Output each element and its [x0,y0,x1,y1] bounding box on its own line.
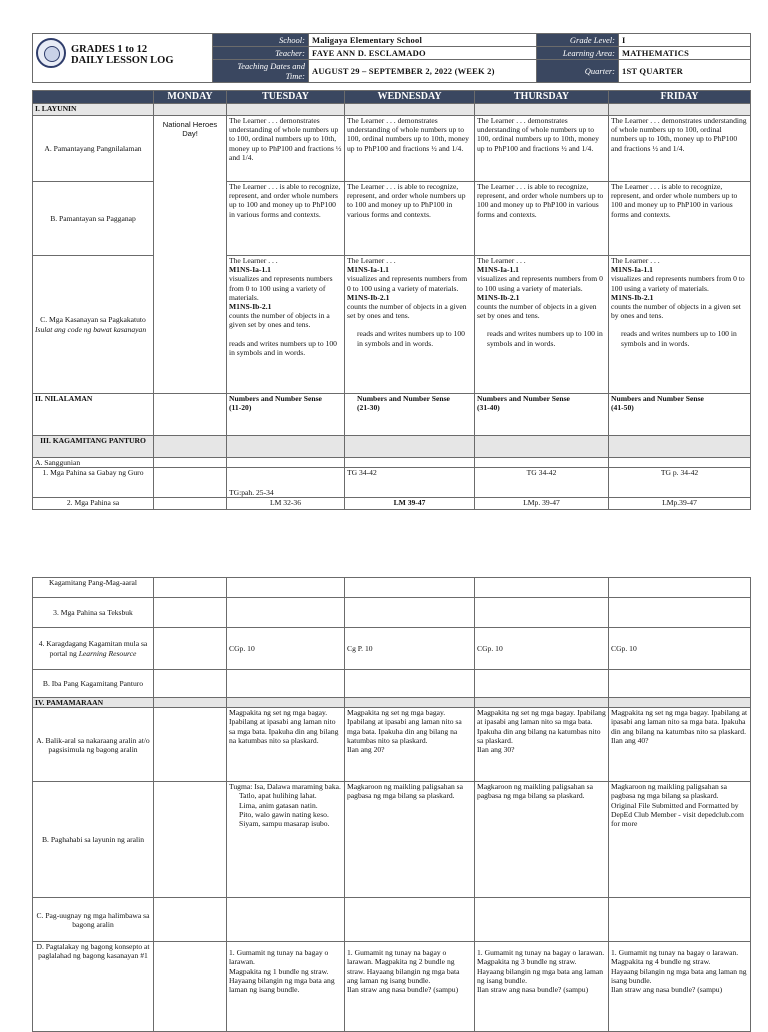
kasanayan-intro: The Learner . . . [611,256,660,265]
gabay-row [33,468,751,498]
school-label: School: [213,34,309,47]
kagamitang-row [33,436,751,458]
pamamaraan-label: IV. PAMAMARAAN [33,698,154,708]
kasanayan-code-1: M1NS-Ia-1.1 [477,265,519,275]
tugma-line-2: Tatlo, apat hulihing lahat. [239,791,317,801]
gabay-thu: TG 34-42 [475,468,609,498]
paghahabi-thu: Magkaroon ng maikling paligsahan sa pagbasa ng mga bilang sa plaskard. [475,782,609,898]
nilalaman-thu [475,394,609,436]
day-wednesday: WEDNESDAY [345,91,475,104]
balik-text: Magpakita ng set ng mga bagay. Ipabilang at ipasabi ang laman nito sa mga bata. Ipakuha din ang bilang na katumbas nito sa plaskard. [611,708,748,736]
nilalaman-tue [227,394,345,436]
layunin-row [33,104,751,116]
nilalaman-range: (11-20) [229,403,252,413]
karagdagang-tue: CGp. 10 [227,628,345,670]
balik-text: Magpakita ng set ng mga bagay. Ipabilang at ipasabi ang laman nito sa mga bata. Ipakuha din ang bilang na katumbas nito sa plaskard. [477,708,606,745]
layunin-label: I. LAYUNIN [33,104,154,116]
pamantayang-label: A. Pamantayang Pangnilalaman [33,116,154,182]
pagganap-fri: The Learner . . . is able to recognize, represent, and order whole numbers up to 100 and money up to PhP100 in various forms and contexts. [609,182,751,256]
pagtalakay-question: Ilan straw ang nasa bundle? (sampu) [611,985,723,995]
kasanayan-intro: The Learner . . . [477,256,526,265]
pamantayang-fri: The Learner . . . demonstrates understanding of whole numbers up to 100, ordinal numbers up to 10th, money up to PhP100 and fractions ½ and 1/4. [609,116,751,182]
karagdagang-label-cell [33,628,154,670]
pagganap-row [33,182,751,256]
balik-label: A. Balik-aral sa nakaraang aralin at/o pagsisimula ng bagong aralin [33,708,154,782]
paghahabi-fri [609,782,751,898]
pagtalakay-count: Hayaang bilangin ng mga bata ang laman ng isang bundle. [611,966,747,985]
grade-label: Grade Level: [537,34,619,47]
day-tuesday: TUESDAY [227,91,345,104]
kasanayan-text-3: reads and writes numbers up to 100 in symbols and in words. [229,338,337,357]
balik-fri [609,708,751,782]
pamantayang-wed: The Learner . . . demonstrates understanding of whole numbers up to 100, ordinal numbers up to 10th, money up to PhP100 and fractions ½ and 1/4. [345,116,475,182]
balik-question: Ilan ang 40? [611,735,649,745]
pagugnay-label: C. Pag-uugnay ng mga halimbawa sa bagong aralin [33,898,154,942]
pagtalakay-step: 1. Gumamit ng tunay na bagay o larawan. [477,948,605,958]
gabay-tue: TG:pah. 25-34 [227,468,345,498]
tugma-line-3: Lima, anim gatasan natin. [239,800,318,810]
paghahabi-wed: Magkaroon ng maikling paligsahan sa pagbasa ng mga bilang sa plaskard. [345,782,475,898]
tugma-line-4: Pito, walo gawin nating keso. [239,809,329,819]
pagtalakay-tue [227,942,345,1032]
lesson-table-page-1 [32,90,751,510]
kasanayan-code-1: M1NS-Ia-1.1 [347,265,389,275]
kasanayan-code-2: M1NS-Ib-2.1 [611,292,654,302]
iba-row [33,670,751,698]
dll-title [71,44,174,66]
logo-title-cell [33,34,213,83]
tugma-line-5: Siyam, sampu masarap isubo. [239,819,330,829]
kasanayan-text-3: reads and writes numbers up to 100 in symbols and in words. [621,329,737,348]
kasanayan-text-1: visualizes and represents numbers from 0 to 100 using a variety of materials. [477,274,603,293]
paghahabi-label: B. Paghahabi sa layunin ng aralin [33,782,154,898]
kasanayan-fri [609,256,751,394]
magaaral-thu: LMp. 39-47 [475,498,609,510]
pagganap-label: B. Pamantayan sa Pagganap [33,182,154,256]
corner-cell [33,91,154,104]
pagganap-thu: The Learner . . . is able to recognize, represent, and order whole numbers up to 100 and money up to PhP100 in various forms and contexts. [475,182,609,256]
depedclub-note: Original File Submitted and Formatted by DepEd Club Member - visit depedclub.com for more [611,800,744,829]
karagdagang-fri: CGp. 10 [609,628,751,670]
pagtalakay-question: Ilan straw ang nasa bundle? (sampu) [477,985,589,995]
dates-label: Teaching Dates and Time: [213,60,309,83]
area-label: Learning Area: [537,47,619,60]
pagtalakay-step: 1. Gumamit ng tunay na bagay o larawan. [611,948,739,958]
gabay-label: 1. Mga Pahina sa Gabay ng Guro [33,468,154,498]
nilalaman-title: Numbers and Number Sense [611,394,704,403]
magaaral-wed: LM 39-47 [345,498,475,510]
kasanayan-intro: The Learner . . . [347,256,396,265]
balik-row [33,708,751,782]
nilalaman-title: Numbers and Number Sense [229,394,322,403]
holiday-text: National Heroes Day! [162,120,218,139]
tugma-line-1: Tugma: Isa, Dalawa maraming baka. [229,782,341,792]
header-table [32,33,751,83]
karagdagang-row [33,628,751,670]
pagtalakay-step: 1. Gumamit ng tunay na bagay o larawan. [229,948,329,967]
school-value: Maligaya Elementary School [309,34,537,47]
quarter-value: 1ST QUARTER [619,60,751,83]
magaaral-fri: LMp.39-47 [609,498,751,510]
kasanayan-code-2: M1NS-Ib-2.1 [229,302,272,312]
kasanayan-label-cell [33,256,154,394]
nilalaman-fri [609,394,751,436]
paghahabi-tue [227,782,345,898]
magaaral-label: 2. Mga Pahina sa [33,498,154,510]
nilalaman-wed [345,394,475,436]
pagtalakay-bundle: Magpakita ng 1 bundle ng straw. [229,966,329,976]
kasanayan-intro: The Learner . . . [229,256,278,265]
lesson-table-page-2 [32,577,751,1032]
kasanayan-text-1: visualizes and represents numbers from 0 to 100 using a variety of materials. [347,274,468,293]
dates-value: AUGUST 29 – SEPTEMBER 2, 2022 (WEEK 2) [309,60,537,83]
kasanayan-code-2: M1NS-Ib-2.1 [477,292,520,302]
kasanayan-code-1: M1NS-Ia-1.1 [611,265,653,275]
pagtalakay-count: Hayaang bilangin ng mga bata ang laman ng isang bundle. [477,966,604,985]
pagtalakay-step: 1. Gumamit ng tunay na bagay o larawan. Magpakita ng 2 bundle ng straw. Hayaang bilangin ng mga bata ang laman ng isang bundle. [347,948,460,985]
nilalaman-title: Numbers and Number Sense [477,394,570,403]
magaaral-label-cont: Kagamitang Pang-Mag-aaral [33,578,154,598]
balik-question: Ilan ang 20? [347,745,385,755]
pamantayang-row [33,116,751,182]
kasanayan-wed [345,256,475,394]
pamantayang-tue: The Learner . . . demonstrates understanding of whole numbers up to 100, ordinal numbers up to 10th, money up to PhP100 and fractions ½ and 1/4. [227,116,345,182]
pagtalakay-thu [475,942,609,1032]
title-line-2: DAILY LESSON LOG [71,55,174,66]
nilalaman-range: (31-40) [477,403,500,413]
kasanayan-row [33,256,751,394]
pagtalakay-label: D. Pagtalakay ng bagong konsepto at paglalahad ng bagong kasanayan #1 [33,942,154,1032]
balik-wed [345,708,475,782]
kasanayan-tue [227,256,345,394]
pagtalakay-bundle: Magpakita ng 4 bundle ng straw. [611,957,711,967]
karagdagang-label-italic: Learning Resource [78,648,137,658]
balik-question: Ilan ang 30? [477,745,515,755]
deped-seal-icon [36,38,66,68]
day-header-row [33,91,751,104]
day-thursday: THURSDAY [475,91,609,104]
teacher-label: Teacher: [213,47,309,60]
nilalaman-range: (41-50) [611,403,634,413]
karagdagang-wed: Cg P. 10 [345,628,475,670]
kasanayan-text-3: reads and writes numbers up to 100 in symbols and in words. [357,329,465,348]
balik-tue: Magpakita ng set ng mga bagay. Ipabilang at ipasabi ang laman nito sa mga bata. Ipakuha din ang bilang na katumbas nito sa plaskard. [227,708,345,782]
pagtalakay-count: Hayaang bilangin ng mga bata ang laman ng isang bundle. [229,975,335,995]
kasanayan-code-2: M1NS-Ib-2.1 [347,292,390,302]
balik-thu [475,708,609,782]
day-monday: MONDAY [154,91,227,104]
sanggunian-row [33,458,751,468]
kasanayan-text-1: visualizes and represents numbers from 0 to 100 using a variety of materials. [611,274,745,293]
kasanayan-label: C. Mga Kasanayan sa Pagkakatuto [40,315,146,325]
pamamaraan-row [33,698,751,708]
nilalaman-label: II. NILALAMAN [33,394,154,436]
pagganap-tue: The Learner . . . is able to recognize, represent, and order whole numbers up to 100 and money up to PhP100 in various forms and contexts. [227,182,345,256]
pagtalakay-bundle: Magpakita ng 3 bundle ng straw. [477,957,577,967]
iba-label: B. Iba Pang Kagamitang Panturo [33,670,154,698]
magaaral-row [33,498,751,510]
pagtalakay-wed [345,942,475,1032]
balik-text: Magpakita ng set ng mga bagay. Ipabilang at ipasabi ang laman nito sa mga bata. Ipakuha din ang bilang na katumbas nito sa plaskard. [347,708,462,745]
kasanayan-text-2: counts the number of objects in a given set by ones and tens. [477,302,597,321]
teksbuk-label: 3. Mga Pahina sa Teksbuk [33,598,154,628]
paghahabi-row [33,782,751,898]
day-friday: FRIDAY [609,91,751,104]
kasanayan-text-1: visualizes and represents numbers from 0 to 100 using a variety of materials. [229,274,333,302]
kasanayan-code-1: M1NS-Ia-1.1 [229,265,271,275]
kasanayan-note: Isulat ang code ng bawat kasanayan [35,324,147,334]
karagdagang-label: 4. Karagdagang Kagamitan mula sa portal ng [38,639,148,658]
grade-value: I [619,34,751,47]
pagtalakay-fri [609,942,751,1032]
teacher-value: FAYE ANN D. ESCLAMADO [309,47,537,60]
kasanayan-text-2: counts the number of objects in a given set by ones and tens. [611,302,741,321]
quarter-label: Quarter: [537,60,619,83]
pagtalakay-row [33,942,751,1032]
kasanayan-thu [475,256,609,394]
nilalaman-range: (21-30) [357,403,380,413]
gabay-wed: TG 34-42 [345,468,475,498]
nilalaman-title: Numbers and Number Sense [357,394,450,403]
area-value: MATHEMATICS [619,47,751,60]
kagamitang-label: III. KAGAMITANG PANTURO [33,436,154,458]
pagugnay-row [33,898,751,942]
pagganap-wed: The Learner . . . is able to recognize, represent, and order whole numbers up to 100 and money up to PhP100 in various forms and contexts. [345,182,475,256]
kasanayan-text-2: counts the number of objects in a given set by ones and tens. [229,311,330,330]
karagdagang-thu: CGp. 10 [475,628,609,670]
monday-holiday-note [154,116,227,394]
teksbuk-row [33,598,751,628]
gabay-fri: TG p. 34-42 [609,468,751,498]
nilalaman-row [33,394,751,436]
kasanayan-text-3: reads and writes numbers up to 100 in symbols and in words. [487,329,603,348]
magaaral-cont-row [33,578,751,598]
title-line-1: GRADES 1 to 12 [71,44,148,55]
kasanayan-text-2: counts the number of objects in a given set by ones and tens. [347,302,467,321]
paghahabi-text: Magkaroon ng maikling paligsahan sa pagbasa ng mga bilang sa plaskard. [611,782,727,801]
pamantayang-thu: The Learner . . . demonstrates understanding of whole numbers up to 100, ordinal numbers up to 10th, money up to PhP100 and fractions ½ and 1/4. [475,116,609,182]
sanggunian-label: A. Sanggunian [33,458,154,468]
pagtalakay-question: Ilan straw ang nasa bundle? (sampu) [347,985,459,995]
magaaral-tue: LM 32-36 [227,498,345,510]
